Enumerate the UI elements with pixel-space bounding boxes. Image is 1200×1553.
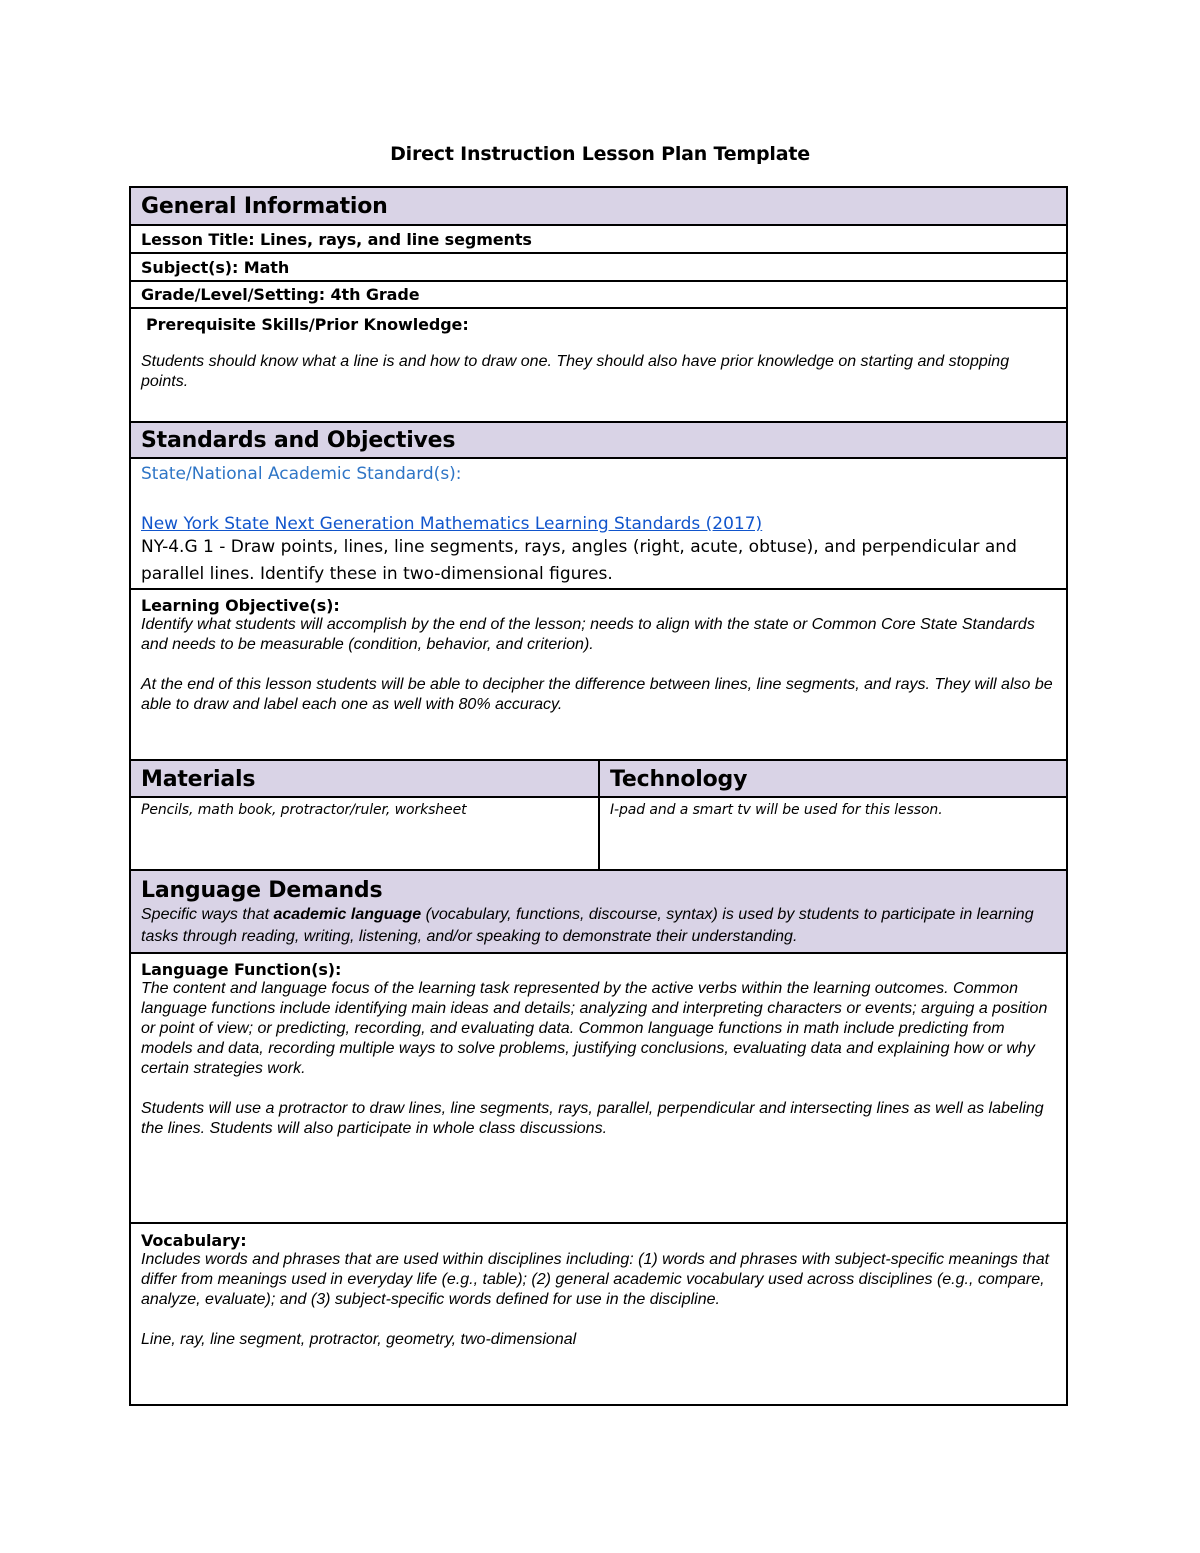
vocabulary-text: Line, ray, line segment, protractor, geometry, two-dimensional <box>141 1331 577 1348</box>
materials-header-cell <box>131 761 600 796</box>
technology-cell <box>600 798 1066 869</box>
language-intro-bold: academic language <box>273 906 422 923</box>
vocabulary-label: Vocabulary: <box>141 1231 247 1250</box>
materials-cell <box>131 798 600 869</box>
standard-label: State/National Academic Standard(s): <box>141 464 462 484</box>
language-function-label: Language Function(s): <box>141 960 342 979</box>
objective-label: Learning Objective(s): <box>141 596 340 615</box>
subject: Subject(s): Math <box>141 258 290 277</box>
language-demands-header <box>131 871 1066 954</box>
lesson-title-row <box>131 226 1066 254</box>
language-function-row <box>131 954 1066 1224</box>
technology-heading: Technology <box>610 767 748 792</box>
prerequisite-label: Prerequisite Skills/Prior Knowledge: <box>146 315 469 334</box>
standard-code: NY-4.G 1 - <box>141 537 231 557</box>
language-intro-post: (vocabulary, functions, discourse, syntax) is used by students to participate in learning tasks through reading, writing, listening, and/or speaking to demonstrate their understanding. <box>141 906 1034 945</box>
materials-text: Pencils, math book, protractor/ruler, worksheet <box>141 802 467 818</box>
language-function-text: Students will use a protractor to draw lines, line segments, rays, parallel, perpendicular and intersecting lines as well as labeling the lines. Students will also participate in whole class discussions. <box>141 1100 1044 1137</box>
standards-row <box>131 459 1066 590</box>
grade-row <box>131 282 1066 309</box>
standard-link[interactable]: New York State Next Generation Mathematics Learning Standards (2017) <box>141 514 763 534</box>
language-function-guide: The content and language focus of the learning task represented by the active verbs within the learning outcomes. Common language functions include identifying main ideas and details; analyzing and interpreting characters or events; arguing a position or point of view; or predicting, recording, and evaluating data. Common language functions in math include predicting from models and data, recording multiple ways to solve problems, justifying conclusions, evaluating data and explaining how or why certain strategies work. <box>141 980 1048 1077</box>
grade-level-setting: Grade/Level/Setting: 4th Grade <box>141 285 420 304</box>
materials-technology-row <box>131 798 1066 871</box>
technology-text: I-pad and a smart tv will be used for this lesson. <box>610 802 943 818</box>
objective-text: At the end of this lesson students will be able to decipher the difference between lines, line segments, and rays. They will also be able to draw and label each one as well with 80% accuracy. <box>141 676 1053 713</box>
lesson-plan-table <box>129 186 1068 1406</box>
standard-text: Draw points, lines, line segments, rays, angles (right, acute, obtuse), and perpendicular and parallel lines. Identify these in two-dimensional figures. <box>141 537 1017 584</box>
materials-heading: Materials <box>141 767 256 792</box>
vocabulary-guide: Includes words and phrases that are used within disciplines including: (1) words and phrases with subject-specific meanings that differ from meanings used in everyday life (e.g., table); (2) general academic vocabulary used across disciplines (e.g., compare, analyze, evaluate); and (3) subject-specific words defined for use in the discipline. <box>141 1251 1050 1308</box>
subject-row <box>131 254 1066 282</box>
standards-heading: Standards and Objectives <box>141 428 456 453</box>
standards-header <box>131 423 1066 459</box>
materials-technology-header <box>131 761 1066 798</box>
language-intro-pre: Specific ways that <box>141 906 274 923</box>
general-information-header <box>131 188 1066 226</box>
general-information-heading: General Information <box>141 194 388 219</box>
document-title: Direct Instruction Lesson Plan Template <box>390 143 810 165</box>
language-demands-heading: Language Demands <box>141 878 383 903</box>
objective-guide: Identify what students will accomplish by the end of the lesson; needs to align with the state or Common Core State Standards and needs to be measurable (condition, behavior, and criterion). <box>141 616 1035 653</box>
objective-row <box>131 590 1066 761</box>
prerequisite-text: Students should know what a line is and how to draw one. They should also have prior knowledge on starting and stopping points. <box>141 353 1010 390</box>
lesson-title: Lesson Title: Lines, rays, and line segments <box>141 230 532 249</box>
prerequisite-row <box>131 309 1066 423</box>
technology-header-cell <box>600 761 1066 796</box>
vocabulary-row <box>131 1224 1066 1406</box>
